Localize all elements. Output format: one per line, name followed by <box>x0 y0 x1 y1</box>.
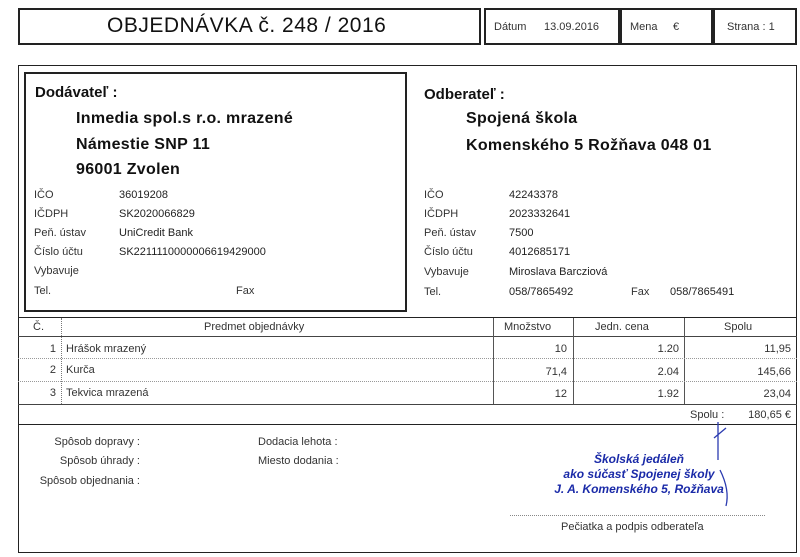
order-title: OBJEDNÁVKA č. 248 / 2016 <box>107 14 387 37</box>
customer-bank-value: 7500 <box>509 227 534 239</box>
row-3-item: Tekvica mrazená <box>66 387 149 399</box>
row-2-total: 145,66 <box>757 366 791 378</box>
signature-mark <box>700 420 750 510</box>
supplier-account-value: SK2211110000006619429000 <box>119 246 266 258</box>
customer-tel-value: 058/7865492 <box>509 286 574 298</box>
row-1-item: Hrášok mrazený <box>66 343 147 355</box>
row-2-unit-price: 2.04 <box>657 366 679 378</box>
transport-label: Spôsob dopravy : <box>54 436 140 448</box>
stamp-line-3: J. A. Komenského 5, Rožňava <box>554 482 724 496</box>
header-total: Spolu <box>724 321 753 333</box>
currency-value: € <box>673 21 680 33</box>
payment-label: Spôsob úhrady : <box>59 455 140 467</box>
row-1-no: 1 <box>49 343 56 355</box>
header-qty: Množstvo <box>504 321 552 333</box>
customer-contact-value: Miroslava Barcziová <box>509 266 608 278</box>
customer-icdph-value: 2023332641 <box>509 208 571 220</box>
signature-line <box>510 515 765 516</box>
ordering-label: Spôsob objednania : <box>39 475 140 487</box>
sum-value: 180,65 € <box>748 409 791 421</box>
table-bottom-line <box>18 404 797 405</box>
table-header-line <box>18 336 797 337</box>
supplier-street: Námestie SNP 11 <box>76 136 211 153</box>
signature-label: Pečiatka a podpis odberateľa <box>561 521 704 533</box>
supplier-bank-value: UniCredit Bank <box>119 227 193 239</box>
row-1-total: 11,95 <box>764 343 791 355</box>
date-value: 13.09.2016 <box>544 21 600 33</box>
supplier-contact-label: Vybavuje <box>34 265 79 277</box>
customer-icdph-label: IČDPH <box>424 208 459 220</box>
header-no: Č. <box>33 321 44 333</box>
customer-account-value: 4012685171 <box>509 246 571 258</box>
page-label: Strana : 1 <box>727 21 775 33</box>
header-item: Predmet objednávky <box>204 321 305 333</box>
row-3-qty: 12 <box>554 388 567 400</box>
row-line-1 <box>18 358 797 359</box>
col-divider-no <box>61 318 62 404</box>
row-1-unit-price: 1.20 <box>657 343 679 355</box>
row-1-qty: 10 <box>554 343 567 355</box>
table-top-line <box>18 317 797 318</box>
supplier-name: Inmedia spol.s r.o. mrazené <box>76 110 294 127</box>
stamp-line-2: ako súčasť Spojenej školy <box>563 467 715 481</box>
customer-contact-label: Vybavuje <box>424 266 469 278</box>
delivery-place-label: Miesto dodania : <box>258 455 339 467</box>
supplier-account-label: Číslo účtu <box>34 246 83 258</box>
supplier-box <box>24 72 407 312</box>
row-2-item: Kurča <box>66 364 95 376</box>
row-line-2 <box>18 381 797 382</box>
supplier-city: 96001 Zvolen <box>76 161 181 178</box>
supplier-ico-label: IČO <box>34 189 54 201</box>
customer-tel-label: Tel. <box>424 286 442 298</box>
supplier-heading: Dodávateľ : <box>35 84 118 101</box>
sum-bottom-line <box>18 424 797 425</box>
customer-fax-value: 058/7865491 <box>670 286 735 298</box>
customer-name: Spojená škola <box>466 110 578 127</box>
customer-heading: Odberateľ : <box>424 86 505 103</box>
customer-ico-value: 42243378 <box>509 189 558 201</box>
row-3-unit-price: 1.92 <box>657 388 679 400</box>
row-3-no: 3 <box>49 387 56 399</box>
row-2-no: 2 <box>49 364 56 376</box>
customer-address: Komenského 5 Rožňava 048 01 <box>466 137 712 154</box>
stamp-line-1: Školská jedáleň <box>593 452 685 466</box>
date-label: Dátum <box>494 21 527 33</box>
supplier-fax-label: Fax <box>236 285 255 297</box>
supplier-ico-value: 36019208 <box>119 189 168 201</box>
customer-ico-label: IČO <box>424 189 444 201</box>
supplier-tel-label: Tel. <box>34 285 52 297</box>
row-3-total: 23,04 <box>763 388 791 400</box>
row-2-qty: 71,4 <box>545 366 567 378</box>
sum-label: Spolu : <box>690 409 725 421</box>
supplier-icdph-label: IČDPH <box>34 208 69 220</box>
delivery-date-label: Dodacia lehota : <box>258 436 338 448</box>
currency-label: Mena <box>630 21 658 33</box>
supplier-icdph-value: SK2020066829 <box>119 208 195 220</box>
customer-bank-label: Peň. ústav <box>424 227 476 239</box>
header-unit-price: Jedn. cena <box>595 321 649 333</box>
supplier-bank-label: Peň. ústav <box>34 227 86 239</box>
customer-fax-label: Fax <box>631 286 650 298</box>
customer-account-label: Číslo účtu <box>424 246 473 258</box>
